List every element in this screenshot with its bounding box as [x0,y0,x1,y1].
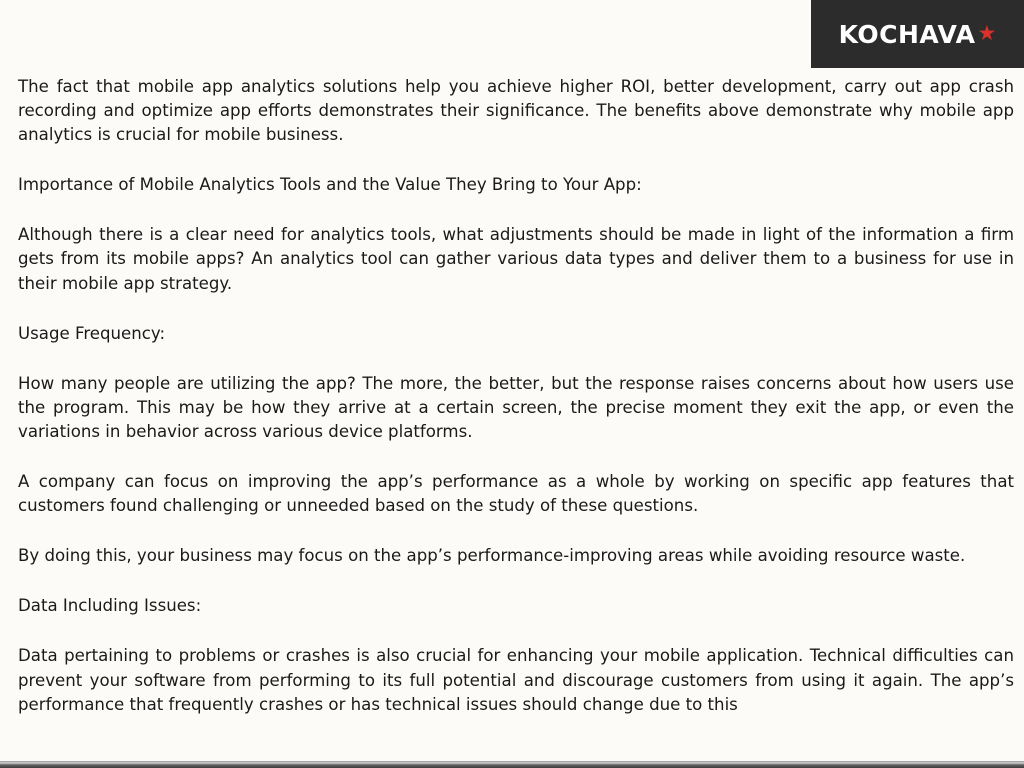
bottom-divider [0,761,1024,768]
document-body [18,75,1014,717]
section-heading-usage-frequency: Usage Frequency: [18,323,166,343]
section-heading-data-issues: Data Including Issues: [18,596,202,616]
paragraph-resource-waste: By doing this, your business may focus on the app’s performance-improving areas while avoiding resource waste. [18,546,966,566]
logo-text: KOCHAVA [838,19,976,49]
star-icon: ★ [977,21,997,45]
paragraph-analytics-tools: Although there is a clear need for analytics tools, what adjustments should be made in light of the information a firm gets from its mobile apps? An analytics tool can gather various data types and deliver them to a business for use in their mobile app strategy. [18,225,1014,293]
paragraph-intro: The fact that mobile app analytics solutions help you achieve higher ROI, better development, carry out app crash recording and optimize app efforts demonstrates their significance. The benefits above demonstrate why mobile app analytics is crucial for mobile business. [18,77,1014,145]
paragraph-company-focus: A company can focus on improving the app’s performance as a whole by working on specific app features that customers found challenging or unneeded based on the study of these questions. [18,472,1014,516]
section-heading-importance: Importance of Mobile Analytics Tools and the Value They Bring to Your App: [18,175,642,195]
paragraph-usage-questions: How many people are utilizing the app? The more, the better, but the response raises concerns about how users use the program. This may be how they arrive at a certain screen, the precise moment they exit the app, or even the variations in behavior across various device platforms. [18,373,1014,441]
paragraph-crash-data: Data pertaining to problems or crashes is also crucial for enhancing your mobile application. Technical difficulties can prevent your software from performing to its full potential and discourage customers from using it again. The app’s performance that frequently crashes or has technical issues should change due to this [18,646,1014,714]
kochava-logo [811,0,1024,68]
